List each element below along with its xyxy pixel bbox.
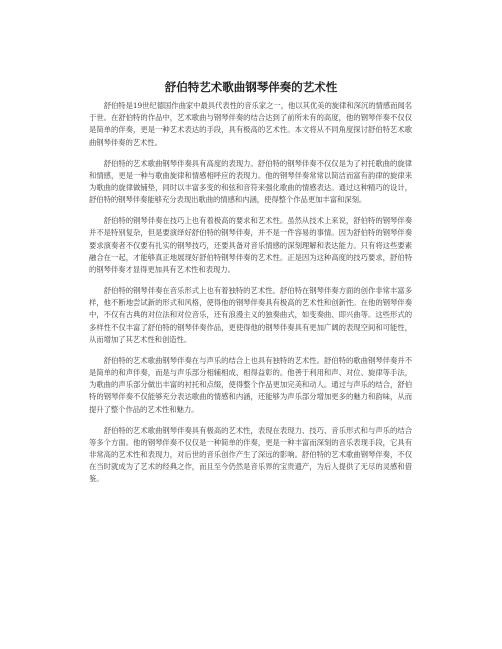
paragraph-6: 舒伯特的艺术歌曲钢琴伴奏具有极高的艺术性，表现在表现力、技巧、音乐形式和与声乐的结合等多个方面。他的钢琴伴奏不仅仅是一种简单的伴奏，更是一种丰富而深刻的音乐表现手段，它具有非常高的艺术性和表现力，对后世的音乐创作产生了深远的影响。舒伯特的艺术歌曲钢琴伴奏，不仅在当时就成为了艺术的经典之作，而且至今仍然是音乐界的宝贵遗产，为后人提供了无尽的灵感和借鉴。 <box>89 425 412 484</box>
paragraph-4: 舒伯特的钢琴伴奏在音乐形式上也有着独特的艺术性。舒伯特在钢琴伴奏方面的创作非常丰富多样，他不断地尝试新的形式和风格，使得他的钢琴伴奏具有极高的艺术性和创新性。在他的钢琴伴奏中，不仅有古典的对位法和对位音乐，还有浪漫主义的独奏曲式，如变奏曲、即兴曲等。这些形式的多样性不仅丰富了舒伯特的钢琴伴奏作品，更使得他的钢琴伴奏具有更加广阔的表现空间和可能性，从而增加了其艺术性和创造性。 <box>89 286 412 344</box>
paragraph-2: 舒伯特的艺术歌曲钢琴伴奏具有高度的表现力。舒伯特的钢琴伴奏不仅仅是为了衬托歌曲的旋律和情感，更是一种与歌曲旋律和情感相呼应的表现力。他的钢琴伴奏常常以简洁而富有韵律的旋律来为歌曲的旋律做铺垫，同时以丰富多变的和弦和音符来强化歌曲的情感表达。通过这种精巧的设计，舒伯特的钢琴伴奏能够充分表现出歌曲的情感和内涵，使得整个作品更加丰富和深刻。 <box>89 158 412 205</box>
paragraph-1: 舒伯特是19世纪德国作曲家中最具代表性的音乐家之一，他以其优美的旋律和深沉的情感而闻名于世。在舒伯特的作品中，艺术歌曲与钢琴伴奏的结合达到了前所未有的高度，他的钢琴伴奏不仅仅是简单的伴奏，更是一种艺术表达的手段，具有极高的艺术性。本文将从不同角度探讨舒伯特艺术歌曲钢琴伴奏的艺术性。 <box>89 101 412 147</box>
document-title: 舒伯特艺术歌曲钢琴伴奏的艺术性 <box>164 80 338 94</box>
paragraph-5: 舒伯特的艺术歌曲钢琴伴奏在与声乐的结合上也具有独特的艺术性。舒伯特的歌曲钢琴伴奏并不是简单的和声伴奏，而是与声乐部分相辅相成、相得益彰的。他善于利用和声、对位、旋律等手法，为歌曲的声乐部分做出丰富的衬托和点缀，使得整个作品更加完美和动人。通过与声乐的结合，舒伯特的钢琴伴奏不仅能够充分表达歌曲的情感和内涵，还能够为声乐部分增加更多的魅力和韵味，从而提升了整个作品的艺术性和魅力。 <box>89 355 412 414</box>
paragraph-3: 舒伯特的钢琴伴奏在技巧上也有着极高的要求和艺术性。虽然从技术上来说，舒伯特的钢琴伴奏并不是特别复杂，但是要演绎好舒伯特的钢琴伴奏，并不是一件容易的事情。因为舒伯特的钢琴伴奏要求演奏者不仅要有扎实的钢琴技巧，还要具备对音乐情感的深刻理解和表达能力。只有将这些要素融合在一起，才能够真正地展现好舒伯特钢琴伴奏的艺术性。正是因为这种高度的技巧要求，舒伯特的钢琴伴奏才显得更加具有艺术性和表现力。 <box>89 216 412 275</box>
document-body <box>89 100 412 494</box>
